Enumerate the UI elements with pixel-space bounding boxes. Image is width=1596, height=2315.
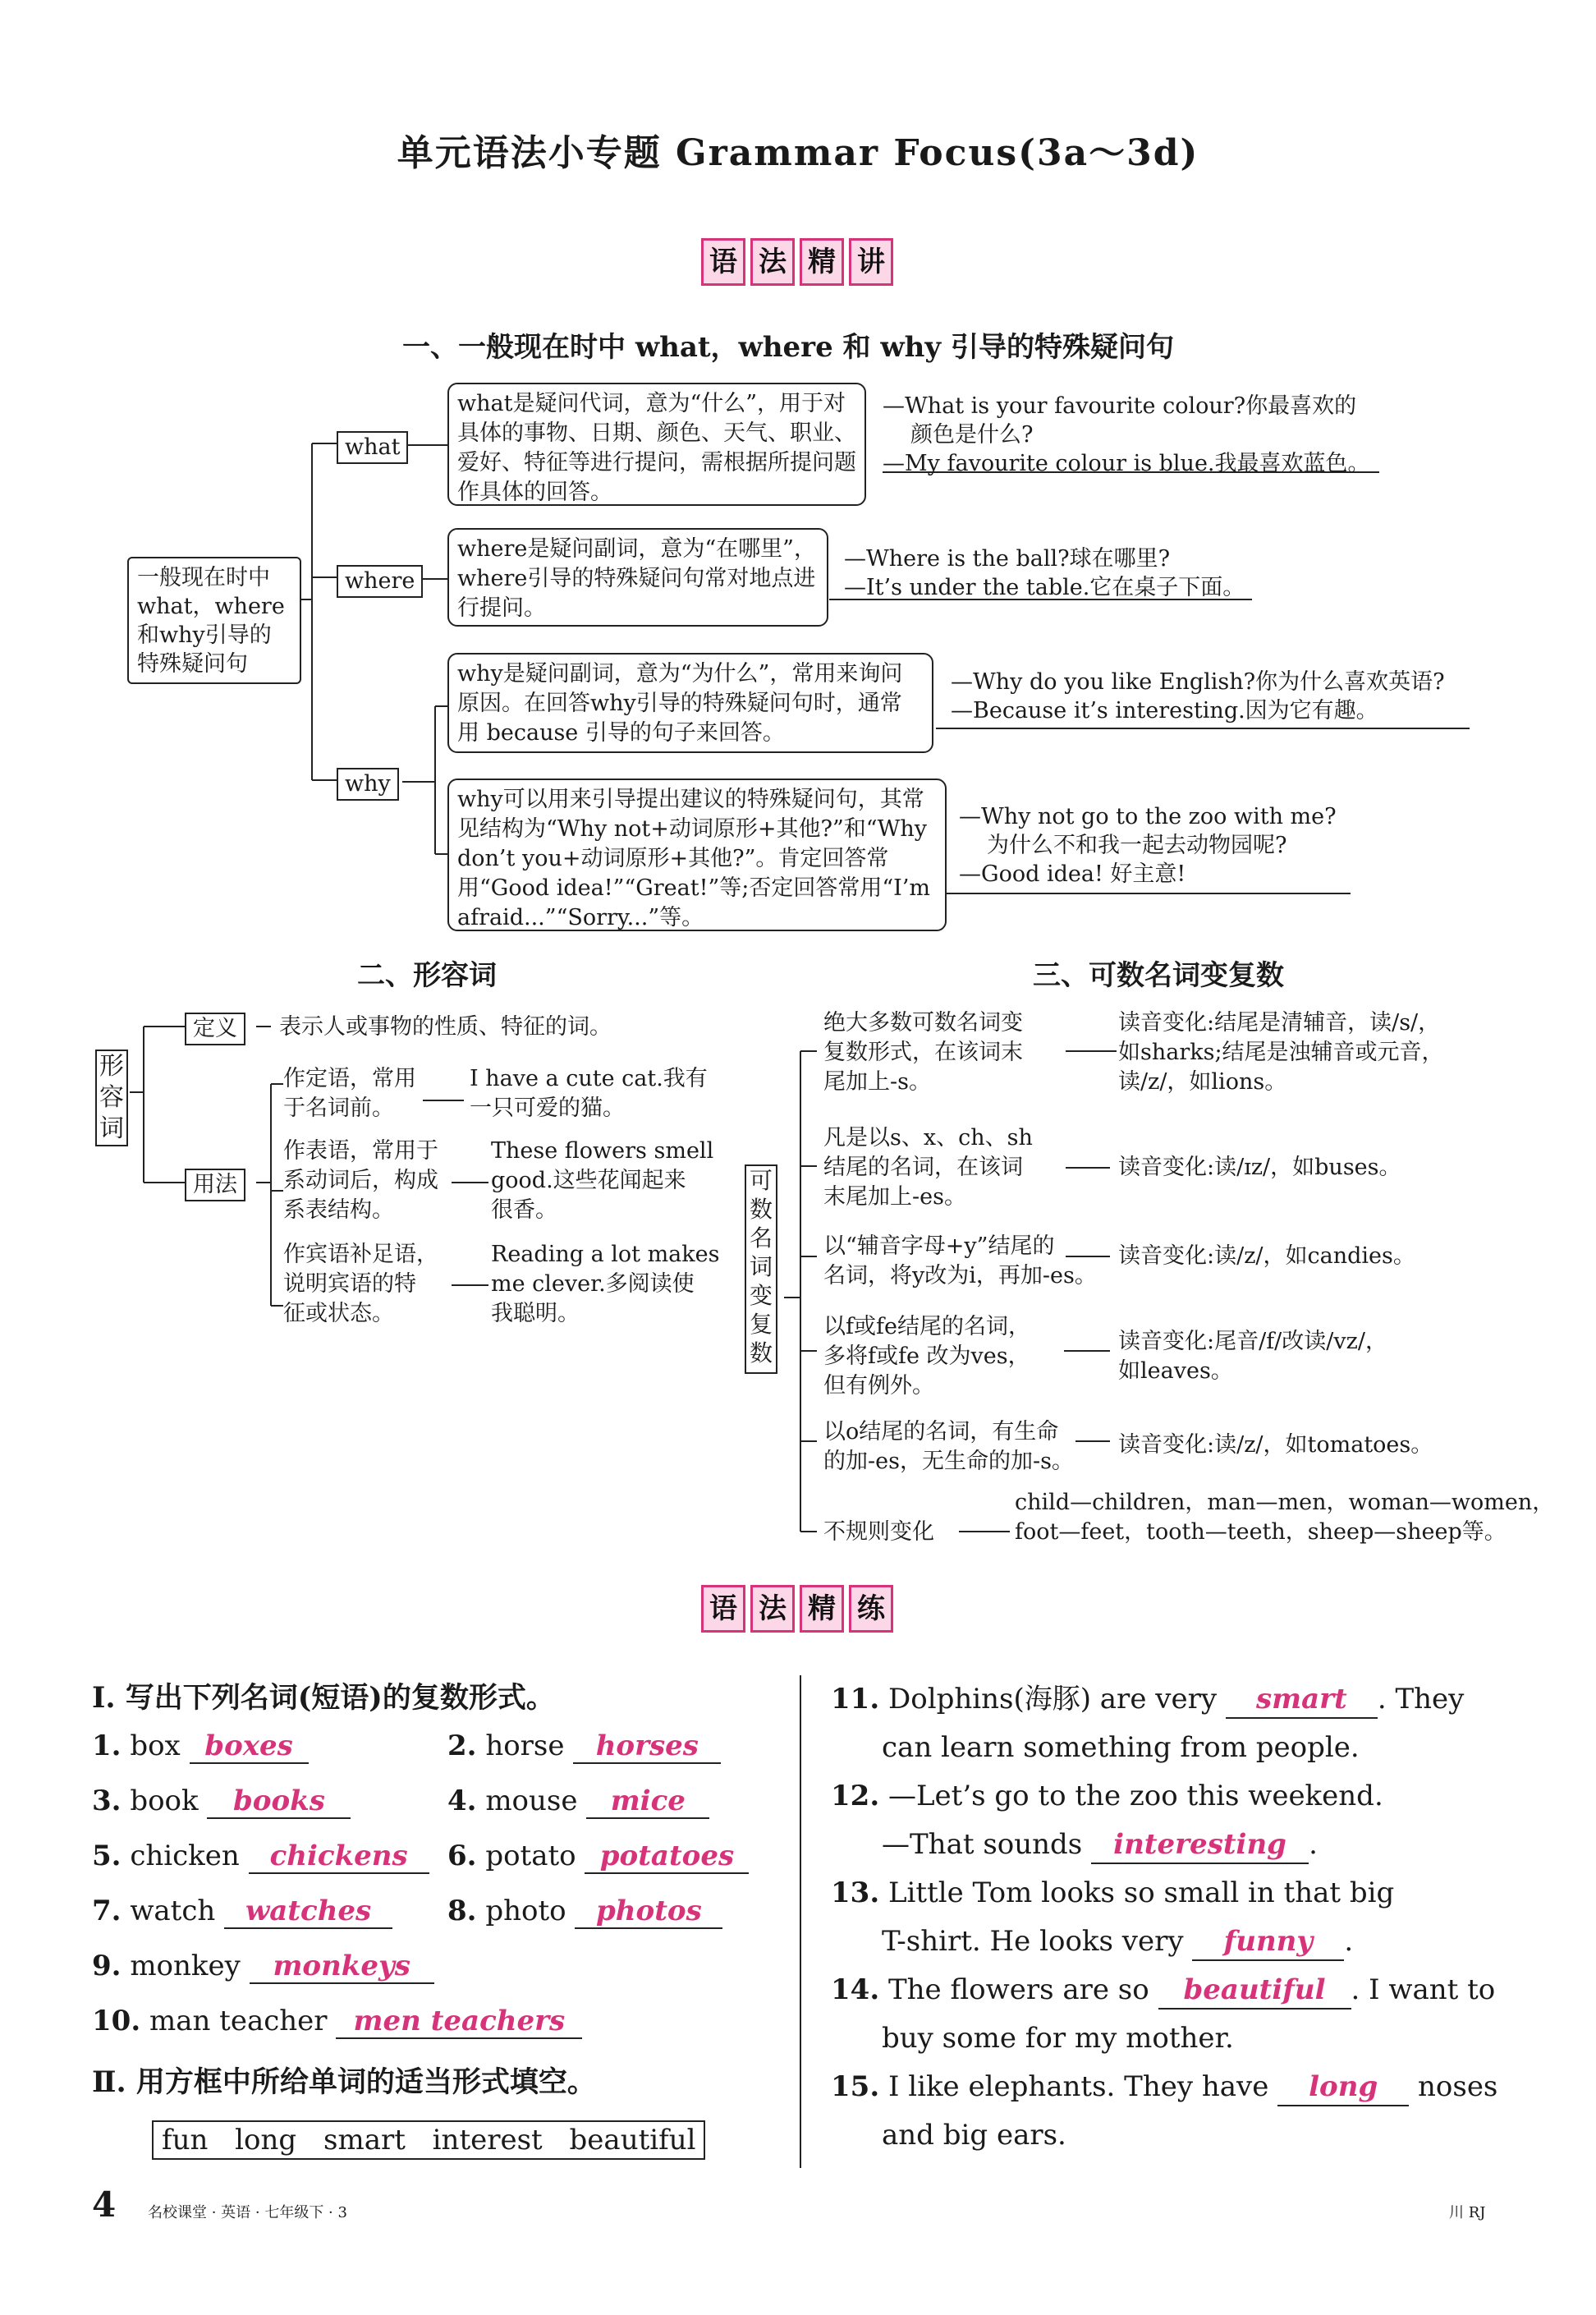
why-example-2 [959, 802, 1337, 889]
ex1-item-3: 3. book books [92, 1784, 351, 1819]
word-box: fun long smart interest beautiful [152, 2120, 705, 2160]
example-line: 很香。 [491, 1197, 557, 1223]
answer-field[interactable]: photos [575, 1895, 722, 1929]
example-line: 颜色是什么? [910, 422, 1034, 448]
question-13: 13. Little Tom looks so small in that big T-shirt. He looks very funny . [831, 1869, 1512, 1966]
answer-field[interactable]: long [1277, 2069, 1409, 2106]
plural-rule-s [823, 1008, 1023, 1097]
usage-line: 系动词后，构成 [283, 1168, 438, 1193]
example-line: —Good idea! 好主意! [959, 861, 1186, 887]
answer-field[interactable]: smart [1226, 1681, 1378, 1719]
rule-line: child—children，man—men，woman—women， [1015, 1490, 1555, 1515]
question-line: and big ears. [882, 2119, 1066, 2152]
question-15: 15. I like elephants. They have long noses and big ears. [831, 2070, 1498, 2152]
ex1-item-5: 5. chicken chickens [92, 1840, 429, 1874]
rule-line: foot—feet，tooth—teeth，sheep—sheep等。 [1015, 1519, 1507, 1545]
ribbon-char: 精 [800, 238, 844, 286]
usage-predicative-example [491, 1137, 713, 1225]
tag-definition: 定义 [185, 1013, 245, 1045]
ex1-item-9: 9. monkey monkeys [92, 1950, 434, 1984]
rule-line: 绝大多数可数名词变 [823, 1010, 1023, 1036]
plural-rule-es [823, 1123, 1033, 1212]
ex1-item-10: 10. man teacher men teachers [92, 2005, 582, 2039]
example-line: I have a cute cat.我有 [470, 1066, 708, 1091]
rule-line: 以f或fe结尾的名词， [823, 1314, 1030, 1339]
footer-series: 名校课堂 · 英语 · 七年级下 · 3 [148, 2204, 347, 2221]
usage-line: 说明宾语的特 [283, 1271, 416, 1297]
ribbon-char: 语 [701, 1585, 745, 1633]
why-example-1 [951, 668, 1445, 725]
answer-field[interactable]: interesting [1091, 1826, 1309, 1864]
plural-rule-irregular: 不规则变化 [823, 1519, 934, 1545]
plural-rule-es-pron: 读音变化:读/ɪz/，如buses。 [1118, 1155, 1401, 1180]
usage-line: 征或状态。 [283, 1301, 394, 1326]
plural-rule-o [823, 1417, 1074, 1477]
rule-line: 但有例外。 [823, 1373, 934, 1399]
plural-rule-o-pron: 读音变化:读/z/，如tomatoes。 [1118, 1432, 1433, 1458]
rule-line: 读音变化:尾音/f/改读/vz/， [1118, 1329, 1387, 1354]
ribbon-char: 法 [750, 1585, 795, 1633]
example-line: —It’s under the table.它在桌子下面。 [844, 575, 1245, 600]
where-description: where是疑问副词，意为“在哪里”，where引导的特殊疑问句常对地点进行提问。 [447, 528, 828, 627]
question-11: 11. Dolphins(海豚) are very smart . They can learn something from people. [831, 1683, 1465, 1764]
answer-field[interactable]: men teachers [336, 2005, 582, 2039]
part1-root-node: 一般现在时中what，where和why引导的特殊疑问句 [127, 557, 301, 684]
section-ribbon-lecture [701, 238, 893, 286]
why-description-1: why是疑问副词，意为“为什么”，常用来询问原因。在回答why引导的特殊疑问句时，通常用 because 引导的句子来回答。 [447, 653, 933, 753]
page-number: 4 [92, 2184, 117, 2225]
answer-field[interactable]: horses [573, 1729, 721, 1764]
ex1-item-1: 1. box boxes [92, 1729, 309, 1764]
tag-usage: 用法 [185, 1169, 245, 1201]
part2-root-node: 形容词 [95, 1050, 128, 1146]
question-line: —That sounds [882, 1828, 1083, 1861]
rule-line: 尾加上-s。 [823, 1069, 931, 1095]
rule-line: 多将f或fe 改为ves， [823, 1344, 1030, 1369]
page-title: 单元语法小专题 Grammar Focus(3a～3d) [397, 132, 1199, 174]
example-line: me clever.多阅读使 [491, 1271, 695, 1297]
example-line: 为什么不和我一起去动物园呢? [987, 833, 1287, 858]
footer-code: 川 RJ [1449, 2204, 1486, 2221]
rule-line: 如sharks;结尾是浊辅音或元音， [1118, 1040, 1444, 1065]
answer-field[interactable]: beautiful [1158, 1972, 1351, 2010]
ribbon-char: 法 [750, 238, 795, 286]
example-line: —Why not go to the zoo with me? [959, 804, 1337, 829]
example-line: —Where is the ball?球在哪里? [844, 546, 1171, 572]
usage-attributive [283, 1064, 416, 1123]
usage-line: 系表结构。 [283, 1197, 394, 1223]
why-description-2: why可以用来引导提出建议的特殊疑问句，其常见结构为“Why not+动词原形+其他?”和“Why don’t you+动词原形+其他?”。肯定回答常用“Good idea!”“Great!”等;否定回答常用“I’m afraid...”“Sorry...”等。 [447, 779, 947, 931]
tag-where: where [337, 565, 423, 598]
usage-predicative [283, 1137, 438, 1225]
usage-complement [283, 1240, 438, 1329]
usage-complement-example [491, 1240, 719, 1329]
rule-line: 复数形式，在该词末 [823, 1040, 1023, 1065]
ribbon-char: 练 [849, 1585, 893, 1633]
rule-line: 以“辅音字母+y”结尾的 [823, 1233, 1055, 1259]
plural-rule-irregular-examples [1015, 1488, 1554, 1547]
rule-line: 如leaves。 [1118, 1358, 1233, 1384]
answer-field[interactable]: funny [1192, 1923, 1344, 1961]
question-line: buy some for my mother. [882, 2022, 1234, 2055]
part3-root-node: 可数名词变复数 [745, 1164, 777, 1374]
plural-rule-f-pron [1118, 1327, 1387, 1386]
example-line: 一只可爱的猫。 [470, 1095, 625, 1121]
what-description: what是疑问代词，意为“什么”，用于对具体的事物、日期、颜色、天气、职业、爱好、特征等进行提问，需根据所提问题作具体的回答。 [447, 383, 866, 506]
ex1-item-7: 7. watch watches [92, 1895, 392, 1929]
plural-rule-y-pron: 读音变化:读/z/，如candies。 [1118, 1243, 1415, 1269]
example-line: good.这些花闻起来 [491, 1168, 686, 1193]
plural-rule-s-pron [1118, 1008, 1444, 1097]
where-example [844, 544, 1245, 602]
rule-line: 结尾的名词，在该词 [823, 1155, 1023, 1180]
rule-line: 读音变化:结尾是清辅音，读/s/， [1118, 1010, 1441, 1036]
rule-line: 读/z/，如lions。 [1118, 1069, 1287, 1095]
ex1-item-4: 4. mouse mice [447, 1784, 709, 1819]
exercise2-heading: Ⅱ. 用方框中所给单词的适当形式填空。 [92, 2065, 596, 2099]
usage-line: 于名词前。 [283, 1095, 394, 1121]
rule-line: 名词，将y改为i，再加-es。 [823, 1263, 1097, 1288]
tag-why: why [337, 768, 399, 801]
rule-line: 凡是以s、x、ch、sh [823, 1125, 1033, 1151]
rule-line: 以o结尾的名词，有生命 [823, 1419, 1059, 1445]
question-line: can learn something from people. [882, 1731, 1360, 1764]
usage-line: 作定语，常用 [283, 1066, 416, 1091]
answer-field[interactable]: potatoes [585, 1840, 749, 1874]
rule-line: 的加-es，无生命的加-s。 [823, 1449, 1074, 1474]
example-line: Reading a lot makes [491, 1242, 720, 1267]
answer-field[interactable]: monkeys [250, 1950, 434, 1984]
plural-rule-y [823, 1232, 1097, 1291]
ex1-item-6: 6. potato potatoes [447, 1840, 749, 1874]
ribbon-char: 语 [701, 238, 745, 286]
exercise1-heading: Ⅰ. 写出下列名词(短语)的复数形式。 [92, 1681, 555, 1715]
ribbon-char: 讲 [849, 238, 893, 286]
question-line: T-shirt. He looks very [882, 1925, 1184, 1958]
usage-line: 作表语，常用于 [283, 1138, 438, 1164]
example-line: —Because it’s interesting.因为它有趣。 [951, 698, 1378, 723]
answer-field[interactable]: books [207, 1784, 351, 1819]
answer-field[interactable]: mice [586, 1784, 709, 1819]
definition-text: 表示人或事物的性质、特征的词。 [279, 1014, 612, 1040]
usage-attributive-example [470, 1064, 708, 1123]
example-line: These flowers smell [491, 1138, 714, 1164]
part2-heading: 二、形容词 [357, 959, 497, 992]
answer-field[interactable]: boxes [190, 1729, 309, 1764]
example-line: —What is your favourite colour?你最喜欢的 [883, 393, 1357, 419]
rule-line: 末尾加上-es。 [823, 1184, 966, 1210]
what-example [883, 392, 1370, 478]
example-line: —Why do you like English?你为什么喜欢英语? [951, 669, 1445, 695]
ribbon-char: 精 [800, 1585, 844, 1633]
question-14: 14. The flowers are so beautiful . I want to buy some for my mother. [831, 1973, 1496, 2055]
usage-line: 作宾语补足语， [283, 1242, 438, 1267]
answer-field[interactable]: chickens [249, 1840, 429, 1874]
plural-rule-f [823, 1312, 1030, 1401]
example-line: 我聪明。 [491, 1301, 580, 1326]
example-line: —My favourite colour is blue.我最喜欢蓝色。 [883, 451, 1370, 476]
ex1-item-2: 2. horse horses [447, 1729, 721, 1764]
question-12: 12. —Let’s go to the zoo this weekend. —That sounds interesting . [831, 1772, 1512, 1869]
ex1-item-8: 8. photo photos [447, 1895, 722, 1929]
part1-heading: 一、一般现在时中 what，where 和 why 引导的特殊疑问句 [402, 331, 1174, 364]
part3-heading: 三、可数名词变复数 [1033, 959, 1284, 992]
tag-what: what [337, 431, 408, 464]
section-ribbon-practice [701, 1585, 893, 1633]
answer-field[interactable]: watches [224, 1895, 392, 1929]
